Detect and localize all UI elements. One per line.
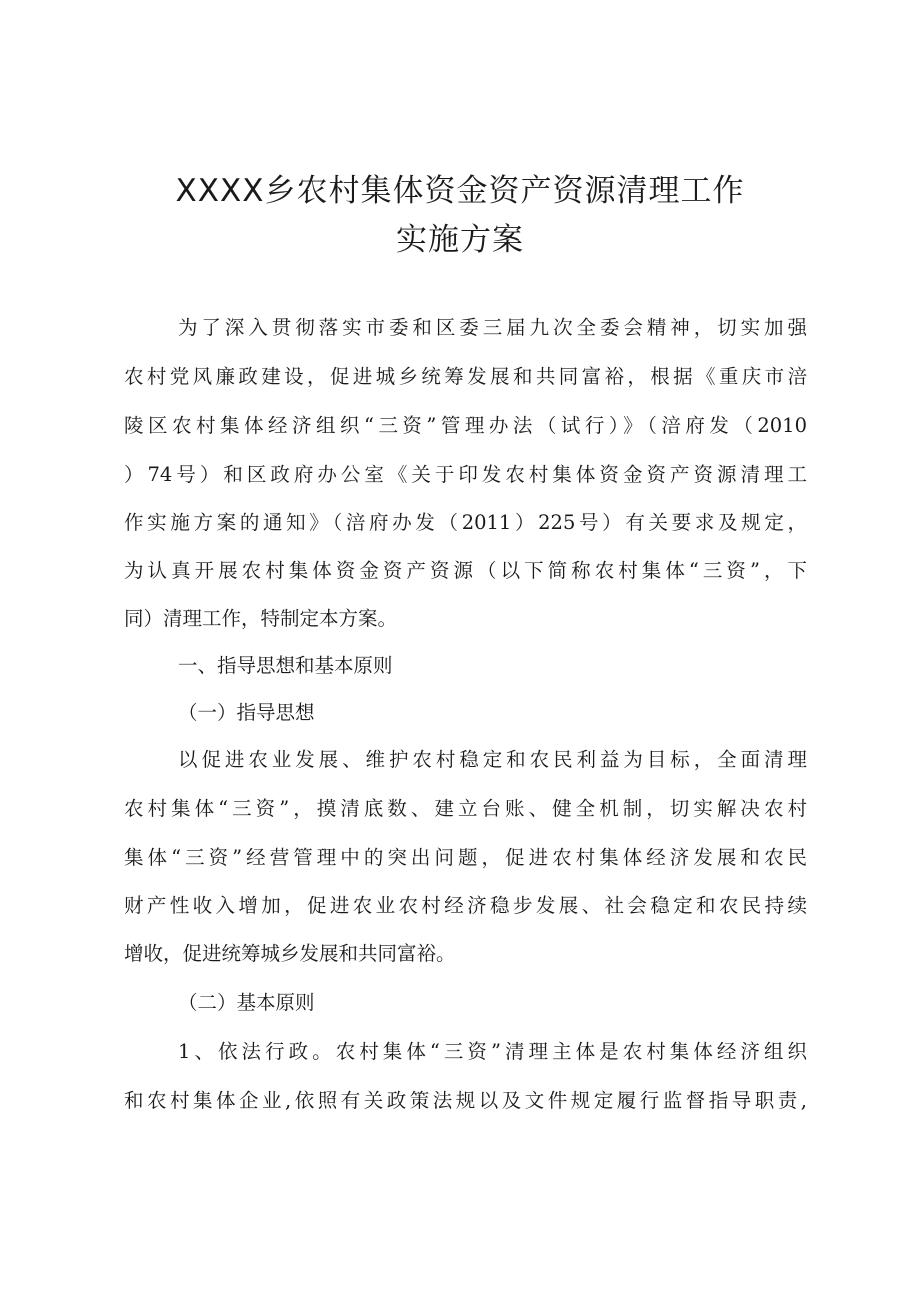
intro-line-5: 作实施方案的通知》（涪府办发（2011）225号）有关要求及规定， [124,511,807,534]
principle-1-line-1: 1、依法行政。农村集体“三资”清理主体是农村集体经济组织 [178,1040,807,1063]
principle-1-line-2: 和农村集体企业,依照有关政策法规以及文件规定履行监督指导职责, [124,1089,807,1112]
intro-line-4: ）74号）和区政府办公室《关于印发农村集体资金资产资源清理工 [124,463,807,486]
sub1-line-1: 以促进农业发展、维护农村稳定和农民利益为目标，全面清理 [178,748,807,771]
intro-line-6: 为认真开展农村集体资金资产资源（以下简称农村集体“三资”，下 [124,559,807,582]
intro-line-7: 同）清理工作，特制定本方案。 [124,607,398,630]
intro-line-2: 农村党风廉政建设，促进城乡统筹发展和共同富裕，根据《重庆市涪 [124,365,807,388]
section-heading-1: 一、指导思想和基本原则 [178,654,393,677]
subsection-heading-2: （二）基本原则 [178,991,315,1014]
document-title-line-2: 实施方案 [396,222,524,258]
sub1-line-2: 农村集体“三资”，摸清底数、建立台账、健全机制，切实解决农村 [124,797,807,820]
document-title-line-1: XXXX乡农村集体资金资产资源清理工作 [175,173,745,209]
subsection-heading-1: （一）指导思想 [178,701,315,724]
sub1-line-5: 增收，促进统筹城乡发展和共同富裕。 [124,942,456,965]
sub1-line-3: 集体“三资”经营管理中的突出问题，促进农村集体经济发展和农民 [124,846,807,869]
intro-line-3: 陵区农村集体经济组织“三资”管理办法（试行）》（涪府发（2010 [124,414,807,437]
sub1-line-4: 财产性收入增加，促进农业农村经济稳步发展、社会稳定和农民持续 [124,894,807,917]
intro-line-1: 为了深入贯彻落实市委和区委三届九次全委会精神，切实加强 [178,316,807,339]
